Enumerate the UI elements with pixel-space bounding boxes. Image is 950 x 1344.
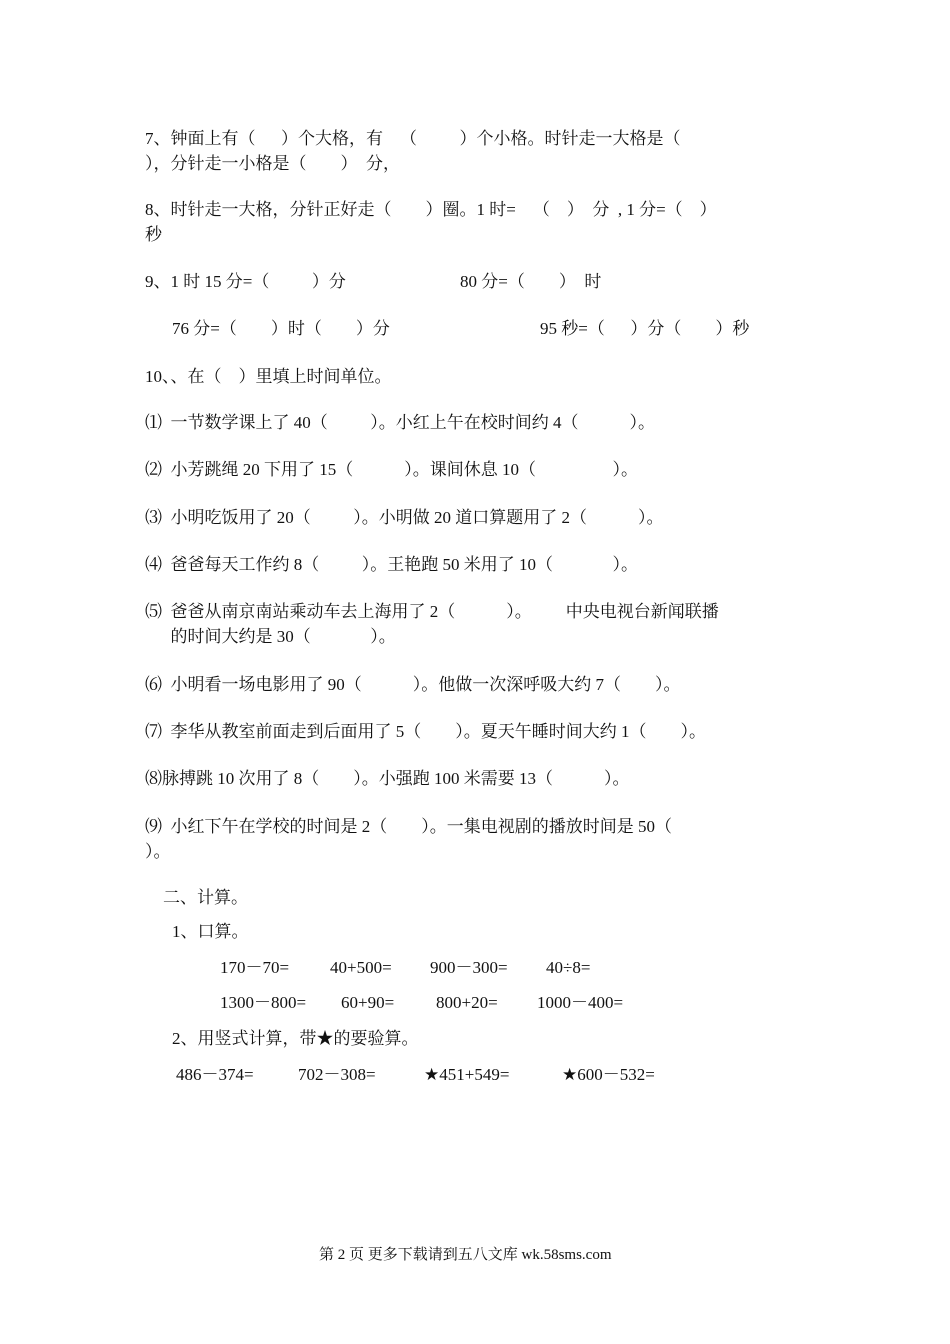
oral-problem: 1000－400=: [537, 993, 624, 1012]
oral-problem: 800+20=: [436, 993, 498, 1012]
oral-problem: 170－70=: [220, 958, 290, 977]
oral-problem: 40÷8=: [546, 958, 591, 977]
q10-item: ⑴ 一节数学课上了 40（ ）。小红上午在校时间约 4（ ）。: [145, 413, 655, 432]
q10-item: ⑵ 小芳跳绳 20 下用了 15（ ）。课间休息 10（ ）。: [145, 460, 638, 479]
q10-item-continued: 的时间大约是 30（ ）。: [145, 627, 396, 646]
page-footer: 第 2 页 更多下载请到五八文库 wk.58sms.com: [319, 1247, 612, 1263]
oral-problem: 40+500=: [330, 958, 392, 977]
vertical-calc-heading: 2、用竖式计算，带★的要验算。: [172, 1029, 419, 1048]
q7-line1: 7、钟面上有（ ）个大格，有 （ ）个小格。时针走一大格是（: [145, 129, 681, 148]
vertical-problem: ★451+549=: [424, 1065, 510, 1084]
q7-line2: ），分针走一小格是（ ） 分，: [145, 154, 400, 173]
oral-problem: 1300－800=: [220, 993, 307, 1012]
q9-line1-right: 80 分=（ ） 时: [460, 272, 602, 291]
q10-item: ⑷ 爸爸每天工作约 8（ ）。王艳跑 50 米用了 10（ ）。: [145, 555, 638, 574]
q10-item: ⑹ 小明看一场电影用了 90（ ）。他做一次深呼吸大约 7（ ）。: [145, 675, 681, 694]
oral-calc-heading: 1、口算。: [172, 922, 249, 941]
q10-item-continued: ）。: [145, 842, 171, 861]
q10-item: ⑻脉搏跳 10 次用了 8（ ）。小强跑 100 米需要 13（ ）。: [145, 769, 630, 788]
section2-title: 二、计算。: [163, 888, 248, 907]
vertical-problem: 702－308=: [298, 1065, 376, 1084]
q10-item: ⑸ 爸爸从南京南站乘动车去上海用了 2（ ）。 中央电视台新闻联播: [145, 602, 719, 621]
vertical-problem: ★600－532=: [562, 1065, 655, 1084]
q9-line1-left: 9、1 时 15 分=（ ）分: [145, 272, 346, 291]
q10-item: ⑼ 小红下午在学校的时间是 2（ ）。一集电视剧的播放时间是 50（: [145, 817, 672, 836]
q9-line2-right: 95 秒=（ ）分（ ）秒: [540, 319, 750, 338]
q10-item: ⑶ 小明吃饭用了 20（ ）。小明做 20 道口算题用了 2（ ）。: [145, 508, 664, 527]
q9-line2-left: 76 分=（ ）时（ ）分: [172, 319, 390, 338]
oral-problem: 60+90=: [341, 993, 395, 1012]
vertical-problem: 486－374=: [176, 1065, 254, 1084]
q8-line1: 8、时针走一大格，分针正好走（ ）圈。1 时= （ ） 分 , 1 分=（ ）: [145, 200, 717, 219]
oral-problem: 900－300=: [430, 958, 508, 977]
q8-line2: 秒: [145, 225, 162, 244]
q10-title: 10、、在（ ）里填上时间单位。: [145, 367, 392, 386]
q10-item: ⑺ 李华从教室前面走到后面用了 5（ ）。夏天午睡时间大约 1（ ）。: [145, 722, 706, 741]
